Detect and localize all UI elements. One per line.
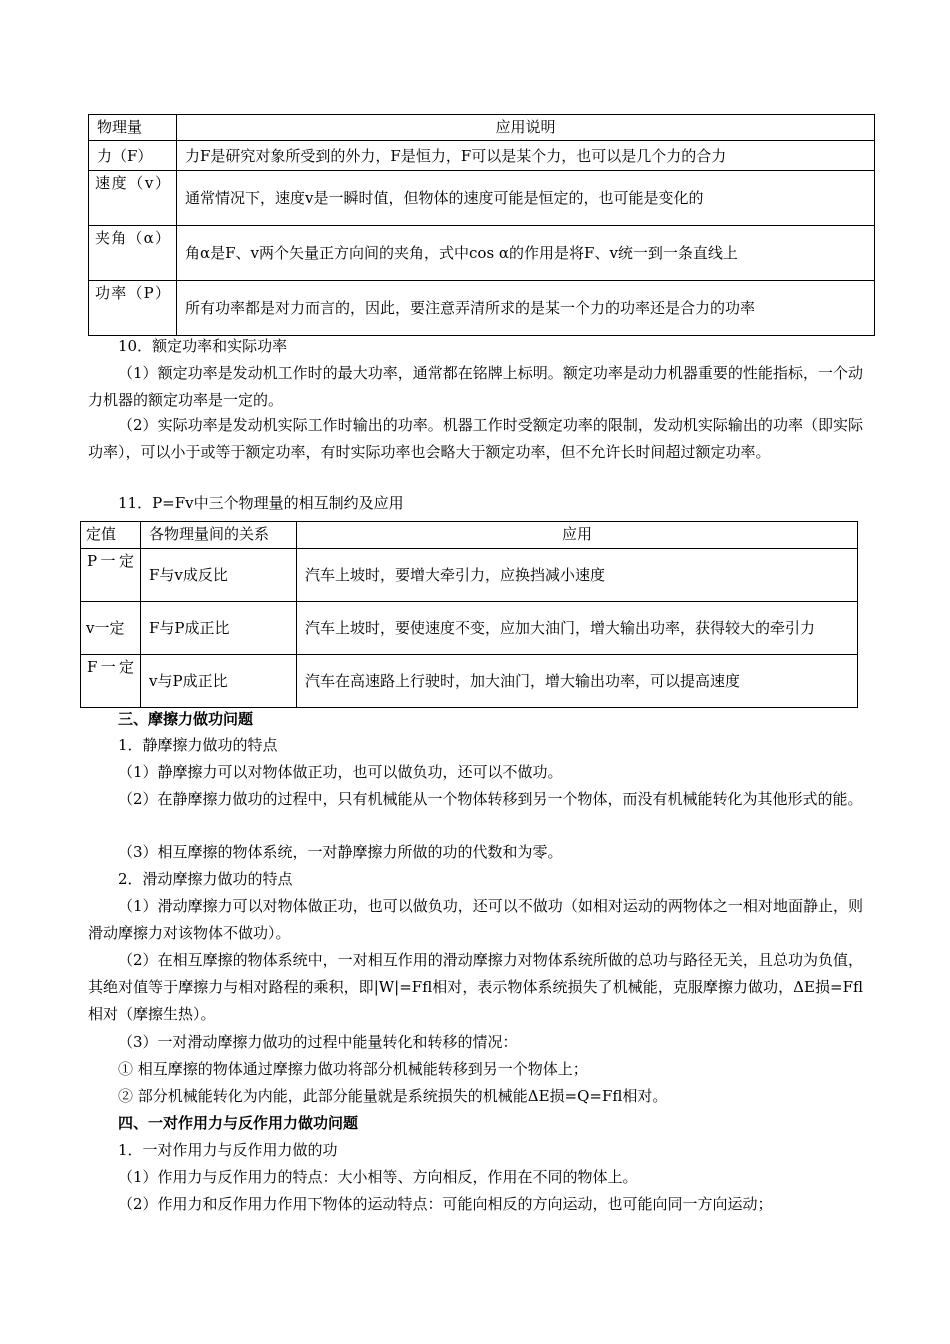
paragraph: （1）滑动摩擦力可以对物体做正功，也可以做负功，还可以不做功（如相对运动的两物体之一相对地面静止，则滑动摩擦力对该物体不做功）。	[88, 897, 863, 942]
table-header-row	[81, 522, 858, 549]
paragraph: （2）实际功率是发动机实际工作时输出的功率。机器工作时受额定功率的限制，发动机实际输出的功率（即实际功率），可以小于或等于额定功率，有时实际功率也会略大于额定功率，但不允许长时间超过额定功率。	[88, 416, 863, 461]
table-cell: 力F是研究对象所受到的外力，F是恒力，F可以是某个力，也可以是几个力的合力	[177, 141, 875, 171]
paragraph: （3）一对滑动摩擦力做功的过程中能量转化和转移的情况：	[118, 1033, 518, 1051]
table-header-row	[89, 115, 875, 141]
table-header-cell: 各物理量间的关系	[141, 522, 297, 549]
paragraph: （2）作用力和反作用力作用下物体的运动特点：可能向相反的方向运动，也可能向同一方向运动；	[118, 1195, 773, 1213]
paragraph: （2）在静摩擦力做功的过程中，只有机械能从一个物体转移到另一个物体，而没有机械能转化为其他形式的能。	[118, 790, 863, 808]
table-header-cell: 应用	[297, 522, 858, 549]
table-cell: 通常情况下，速度v是一瞬时值，但物体的速度可能是恒定的，也可能是变化的	[177, 171, 875, 226]
subsection-heading: 2．滑动摩擦力做功的特点	[118, 870, 293, 888]
section-title: 四、一对作用力与反作用力做功问题	[118, 1114, 359, 1132]
section-title: 三、摩擦力做功问题	[118, 710, 254, 728]
table-cell: v与P成正比	[141, 655, 297, 708]
table-cell: 汽车在高速路上行驶时，加大油门，增大输出功率，可以提高速度	[297, 655, 858, 708]
table-row	[89, 171, 875, 226]
table-cell: 夹角（α）	[89, 226, 177, 281]
paragraph: （1）额定功率是发动机工作时的最大功率，通常都在铭牌上标明。额定功率是动力机器重要的性能指标，一个动力机器的额定功率是一定的。	[88, 364, 863, 409]
table-cell: F与v成反比	[141, 549, 297, 602]
table-cell: 速度（v）	[89, 171, 177, 226]
section-heading: 10．额定功率和实际功率	[118, 337, 288, 355]
table-cell: 汽车上坡时，要增大牵引力，应换挡减小速度	[297, 549, 858, 602]
paragraph: （2）在相互摩擦的物体系统中，一对相互作用的滑动摩擦力对物体系统所做的总功与路径无关，且总功为负值，其绝对值等于摩擦力与相对路程的乘积，即|W|=Ffl相对，表示物体系统损失了机械能，克服摩擦力做功，ΔE损=Ffl相对（摩擦生热）。	[88, 951, 863, 1023]
table-cell: 功率（P）	[89, 281, 177, 336]
table-row	[89, 141, 875, 171]
table-header-cell: 定值	[81, 522, 141, 549]
paragraph: ② 部分机械能转化为内能，此部分能量就是系统损失的机械能ΔE损=Q=Ffl相对。	[118, 1087, 668, 1105]
table-cell: 汽车上坡时，要使速度不变，应加大油门，增大输出功率，获得较大的牵引力	[297, 602, 858, 655]
table-row	[81, 655, 858, 708]
table-cell: P一定	[81, 549, 141, 602]
paragraph: （1）作用力与反作用力的特点：大小相等、方向相反，作用在不同的物体上。	[118, 1168, 638, 1186]
paragraph: （1）静摩擦力可以对物体做正功，也可以做负功，还可以不做功。	[118, 763, 563, 781]
table-cell: 所有功率都是对力而言的，因此，要注意弄清所求的是某一个力的功率还是合力的功率	[177, 281, 875, 336]
table-header-cell: 物理量	[89, 115, 177, 141]
table-cell: 角α是F、v两个矢量正方向间的夹角，式中cos α的作用是将F、v统一到一条直线上	[177, 226, 875, 281]
section-heading: 11．P=Fv中三个物理量的相互制约及应用	[118, 494, 404, 512]
power-relation-table	[80, 521, 858, 708]
paragraph: ① 相互摩擦的物体通过摩擦力做功将部分机械能转移到另一个物体上；	[118, 1060, 588, 1078]
physics-quantity-table	[88, 114, 875, 336]
subsection-heading: 1．一对作用力与反作用力做的功	[118, 1141, 338, 1159]
table-cell: F与P成正比	[141, 602, 297, 655]
table-row	[81, 602, 858, 655]
table-cell: F一定	[81, 655, 141, 708]
table-cell: v一定	[81, 602, 141, 655]
subsection-heading: 1．静摩擦力做功的特点	[118, 736, 278, 754]
table-cell: 力（F）	[89, 141, 177, 171]
table-row	[89, 281, 875, 336]
table-row	[89, 226, 875, 281]
paragraph: （3）相互摩擦的物体系统，一对静摩擦力所做的功的代数和为零。	[118, 843, 563, 861]
table-row	[81, 549, 858, 602]
table-header-cell: 应用说明	[177, 115, 875, 141]
